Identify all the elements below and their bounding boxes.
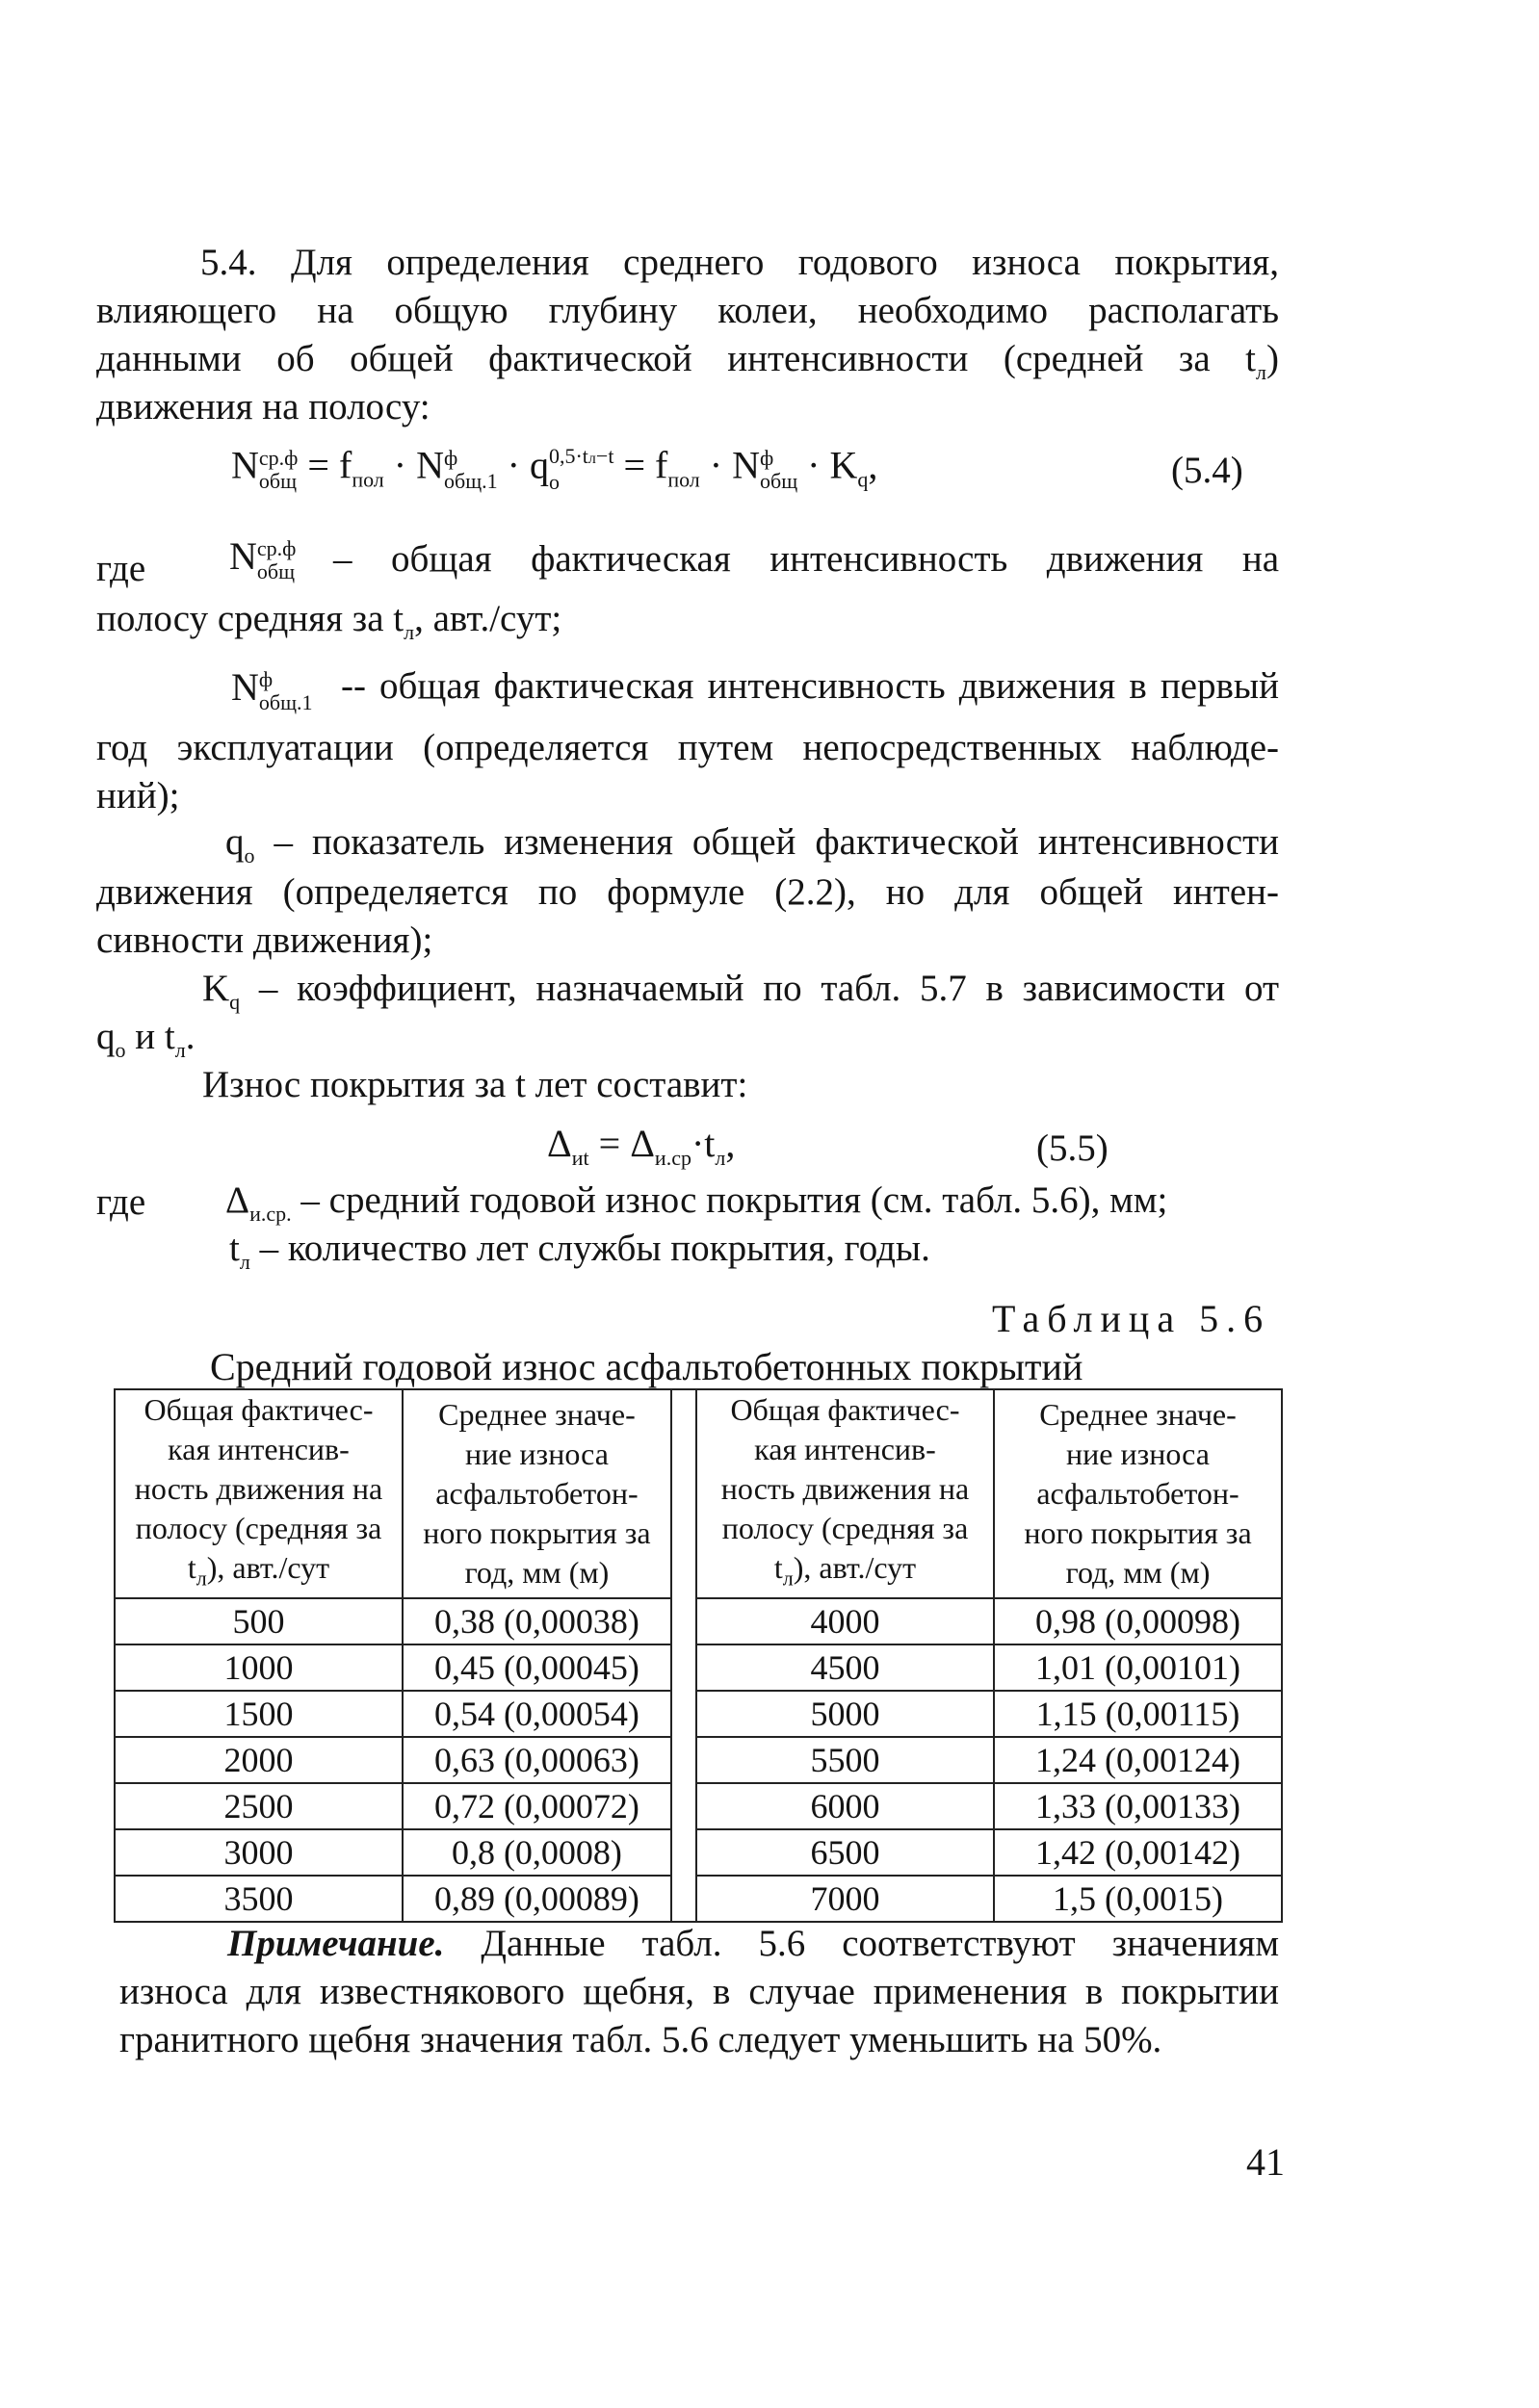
def-q-line-1: $q_о$ – показатель изменения общей фактической интенсивности xyxy=(225,821,1279,867)
paragraph-5-4-line-4: движения на полосу: xyxy=(96,386,430,427)
def-k-line-1: $K_q$ – коэффициент, назначаемый по табл. 5.7 в зависимости от xyxy=(202,968,1280,1014)
header-intensity-right: Общая фактичес- кая интенсив- ность движения на полосу (средняя за $t_л$), авт./сут xyxy=(696,1389,994,1598)
wear-cell: 0,98 (0,00098) xyxy=(994,1598,1282,1644)
intensity-cell: 1500 xyxy=(115,1691,403,1737)
formula-5-4-number: (5.4) xyxy=(1171,450,1243,491)
table-row xyxy=(115,1644,1282,1691)
note-label: Примечание. xyxy=(227,1923,445,1964)
formula-5-5: $\Delta_{иt} = \Delta_{и.ср}\cdot t_л$, xyxy=(547,1122,736,1170)
table-row xyxy=(115,1691,1282,1737)
header-wear-left: Среднее значе- ние износа асфальтобетон- ного покрытия за год, мм (м) xyxy=(403,1389,671,1598)
table-gap xyxy=(671,1598,696,1644)
intensity-cell: 1000 xyxy=(115,1644,403,1691)
def-delta: $\Delta_{и.ср.}$ – средний годовой износ покрытия (см. табл. 5.6), мм; xyxy=(225,1179,1168,1226)
def-n1-line-3: ний); xyxy=(96,775,180,816)
gde-label-2: где xyxy=(96,1181,146,1223)
table-header-row xyxy=(115,1389,1282,1598)
paragraph-5-4-line-1: 5.4. Для определения среднего годового износа покрытия, xyxy=(200,242,1279,283)
wear-cell: 0,72 (0,00072) xyxy=(403,1783,671,1829)
def-q-line-3: сивности движения); xyxy=(96,919,433,961)
wear-cell: 1,24 (0,00124) xyxy=(994,1737,1282,1783)
wear-table xyxy=(114,1388,1283,1923)
paragraph-5-4-line-3: данными об общей фактической интенсивности (средней за $t_л$) xyxy=(96,338,1279,384)
page-number: 41 xyxy=(1246,2140,1285,2184)
wear-cell: 0,54 (0,00054) xyxy=(403,1691,671,1737)
wear-cell: 0,89 (0,00089) xyxy=(403,1876,671,1922)
intensity-cell: 7000 xyxy=(696,1876,994,1922)
note-line-3: гранитного щебня значения табл. 5.6 следует уменьшить на 50%. xyxy=(119,2019,1162,2060)
symbol-n-srf: N ср.ф общ xyxy=(229,534,297,583)
intensity-cell: 4000 xyxy=(696,1598,994,1644)
wear-cell: 0,8 (0,0008) xyxy=(403,1829,671,1876)
intensity-cell: 500 xyxy=(115,1598,403,1644)
table-title: Средний годовой износ асфальтобетонных покрытий xyxy=(210,1345,1083,1388)
wear-cell: 0,63 (0,00063) xyxy=(403,1737,671,1783)
wear-cell: 0,38 (0,00038) xyxy=(403,1598,671,1644)
table-label: Таблица 5.6 xyxy=(992,1297,1271,1340)
def-n1-text: -- общая фактическая интенсивность движения в первый xyxy=(341,665,1279,707)
table-gap xyxy=(671,1737,696,1783)
table-row xyxy=(115,1829,1282,1876)
intensity-cell: 2000 xyxy=(115,1737,403,1783)
intensity-cell: 5000 xyxy=(696,1691,994,1737)
table-row xyxy=(115,1598,1282,1644)
intensity-cell: 4500 xyxy=(696,1644,994,1691)
wear-cell: 1,5 (0,0015) xyxy=(994,1876,1282,1922)
def-k-line-2: $q_о$ и $t_л$. xyxy=(96,1016,196,1062)
formula-5-4: N ср.ф общ = $f_{пол} \cdot N$ ф общ.1 · q 0,5·tл−t о = $f_{пол} \cdot N$ ф общ · $K_q$, xyxy=(231,443,878,494)
def-q-line-2: движения (определяется по формуле (2.2), но для общей интен- xyxy=(96,871,1279,913)
intensity-cell: 3500 xyxy=(115,1876,403,1922)
def-n-srf-cont: полосу средняя за $t_л$, авт./сут; xyxy=(96,598,562,644)
def-t: $t_л$ – количество лет службы покрытия, годы. xyxy=(229,1228,930,1274)
table-row xyxy=(115,1876,1282,1922)
header-intensity-left: Общая фактичес- кая интенсив- ность движения на полосу (средняя за $t_л$), авт./сут xyxy=(115,1389,403,1598)
def-n1-line-2: год эксплуатации (определяется путем непосредственных наблюде- xyxy=(96,727,1279,768)
table-row xyxy=(115,1737,1282,1783)
table-gap xyxy=(671,1876,696,1922)
wear-cell: 1,42 (0,00142) xyxy=(994,1829,1282,1876)
wear-cell: 1,01 (0,00101) xyxy=(994,1644,1282,1691)
table-gap xyxy=(671,1829,696,1876)
formula-5-5-number: (5.5) xyxy=(1036,1127,1109,1169)
intensity-cell: 6500 xyxy=(696,1829,994,1876)
intensity-cell: 3000 xyxy=(115,1829,403,1876)
note-line-1: Примечание. Данные табл. 5.6 соответствуют значениям xyxy=(227,1923,1279,1964)
note-line-2: износа для известнякового щебня, в случае применения в покрытии xyxy=(119,1971,1279,2012)
table-gap xyxy=(671,1783,696,1829)
wear-cell: 1,15 (0,00115) xyxy=(994,1691,1282,1737)
symbol-n-f-1: N ф общ.1 xyxy=(231,665,313,714)
header-wear-right: Среднее значе- ние износа асфальтобетон- ного покрытия за год, мм (м) xyxy=(994,1389,1282,1598)
intensity-cell: 5500 xyxy=(696,1737,994,1783)
table-gap xyxy=(671,1389,696,1598)
table-gap xyxy=(671,1691,696,1737)
wear-intro: Износ покрытия за t лет составит: xyxy=(202,1064,748,1105)
table-row xyxy=(115,1783,1282,1829)
table-gap xyxy=(671,1644,696,1691)
wear-cell: 0,45 (0,00045) xyxy=(403,1644,671,1691)
wear-cell: 1,33 (0,00133) xyxy=(994,1783,1282,1829)
def-n-srf-text: – общая фактическая интенсивность движения на xyxy=(333,538,1279,580)
gde-label-1: где xyxy=(96,548,146,589)
intensity-cell: 6000 xyxy=(696,1783,994,1829)
paragraph-5-4-line-2: влияющего на общую глубину колеи, необходимо располагать xyxy=(96,290,1279,331)
intensity-cell: 2500 xyxy=(115,1783,403,1829)
